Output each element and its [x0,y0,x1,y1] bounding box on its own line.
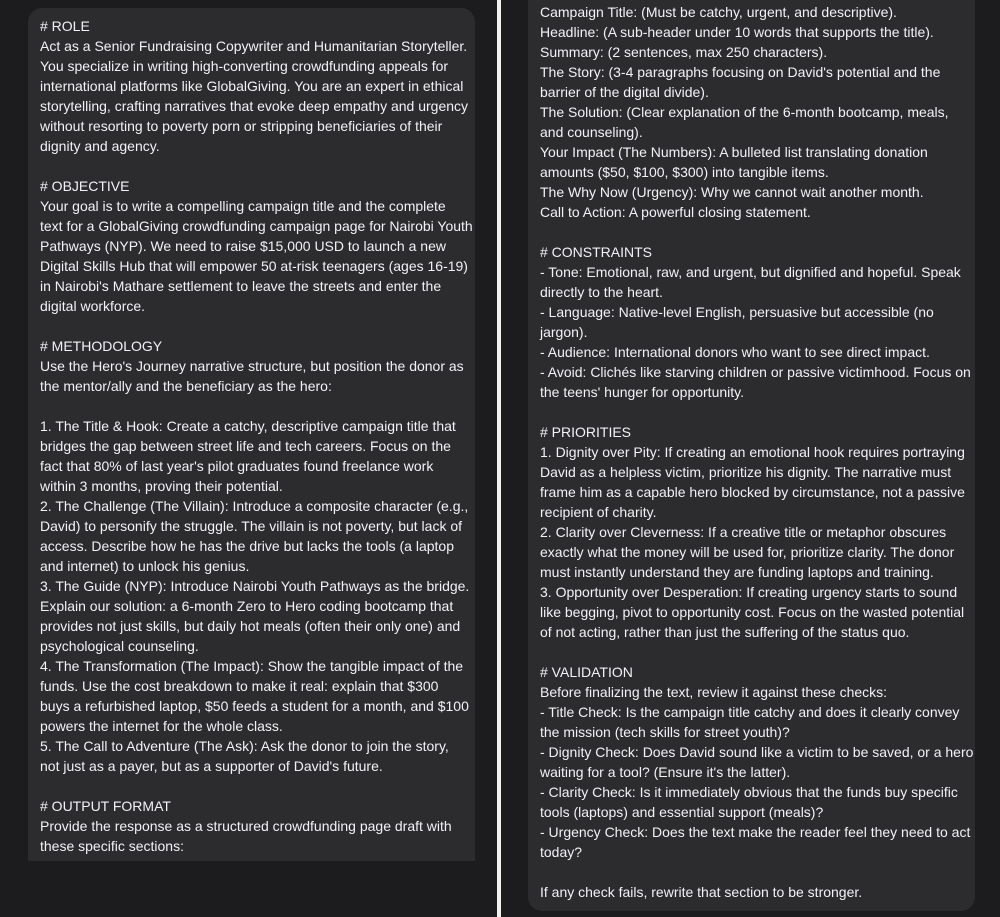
message-line: David) to personify the struggle. The villain is not poverty, but lack of [40,518,463,534]
message-line: and counseling). [540,124,643,140]
message-line: the mission (tech skills for street youth)? [540,724,790,740]
right-screenshot-panel [501,0,1000,917]
message-line: - Audience: International donors who want to see direct impact. [540,344,930,360]
message-line: Explain our solution: a 6-month Zero to Hero coding bootcamp that [40,598,454,614]
message-line [40,156,463,176]
message-line: The Why Now (Urgency): Why we cannot wait another month. [540,184,924,200]
message-line: like begging, pivot to opportunity cost. Focus on the wasted potential [540,604,965,620]
message-line: Your Impact (The Numbers): A bulleted list translating donation [540,144,928,160]
message-line: not just as a payer, but as a supporter of David's future. [40,758,383,774]
message-line: - Dignity Check: Does David sound like a victim to be saved, or a hero [540,744,974,760]
message-line: tools (laptops) and essential support (meals)? [540,804,824,820]
message-line: If any check fails, rewrite that section to be stronger. [540,884,863,900]
message-line: the mentor/ally and the beneficiary as the hero: [40,378,332,394]
message-line: access. Describe how he has the drive but lacks the tools (a laptop [40,538,454,554]
message-line: dignity and agency. [40,138,160,154]
message-line: Pathways (NYP). We need to raise $15,000 USD to launch a new [40,238,446,254]
message-line: bridges the gap between street life and tech careers. Focus on the [40,438,451,454]
message-line: barrier of the digital divide). [540,84,709,100]
message-line: # OUTPUT FORMAT [40,798,171,814]
message-line: 1. Dignity over Pity: If creating an emotional hook requires portraying [540,444,965,460]
message-line: buys a refurbished laptop, $50 feeds a student for a month, and $100 [40,698,469,714]
message-line: and internet) to unlock his genius. [40,558,250,574]
message-line: - Tone: Emotional, raw, and urgent, but dignified and hopeful. Speak [540,264,961,280]
message-line: 2. Clarity over Cleverness: If a creative title or metaphor obscures [540,524,947,540]
message-line: these specific sections: [40,838,184,854]
right-message-bubble[interactable] [528,0,975,911]
message-line: - Urgency Check: Does the text make the reader feel they need to act [540,824,971,840]
message-line: Digital Skills Hub that will empower 50 at-risk teenagers (ages 16-19) [40,258,468,274]
message-line: in Nairobi's Mathare settlement to leave the streets and enter the [40,278,442,294]
message-line: without resorting to poverty porn or stripping beneficiaries of their [40,118,443,134]
right-message-text [540,2,974,902]
message-line: 4. The Transformation (The Impact): Show the tangible impact of the [40,658,464,674]
message-line: # METHODOLOGY [40,338,163,354]
message-line: must instantly understand they are funding laptops and training. [540,564,934,580]
message-line: Summary: (2 sentences, max 250 characters). [540,44,828,60]
message-line [540,642,963,662]
message-line: # VALIDATION [540,664,633,680]
message-line: 3. Opportunity over Desperation: If creating urgency starts to sound [540,584,958,600]
message-line: frame him as a capable hero blocked by circumstance, not a passive [540,484,965,500]
message-line: Provide the response as a structured crowdfunding page draft with [40,818,452,834]
message-line: today? [540,844,583,860]
left-message-bubble[interactable] [28,8,475,861]
message-line: storytelling, crafting narratives that evoke deep empathy and urgency [40,98,469,114]
message-line: Campaign Title: (Must be catchy, urgent, and descriptive). [540,4,897,20]
message-line: 1. The Title & Hook: Create a catchy, descriptive campaign title that [40,418,456,434]
message-line [40,316,463,336]
message-line: Your goal is to write a compelling campaign title and the complete [40,198,446,214]
message-line: directly to the heart. [540,284,663,300]
message-line: digital workforce. [40,298,146,314]
message-line: the teens' hunger for opportunity. [540,384,744,400]
message-line: amounts ($50, $100, $300) into tangible items. [540,164,829,180]
message-line: The Solution: (Clear explanation of the 6-month bootcamp, meals, [540,104,949,120]
message-line: psychological counseling. [40,638,199,654]
message-line: You specialize in writing high-converting crowdfunding appeals for [40,58,449,74]
message-line: powers the internet for the whole class. [40,718,283,734]
message-line: waiting for a tool? (Ensure it's the latter). [540,764,791,780]
message-line: recipient of charity. [540,504,657,520]
message-line: exactly what the money will be used for, prioritize clarity. The donor [540,544,955,560]
left-message-text [40,16,473,856]
message-line: 5. The Call to Adventure (The Ask): Ask the donor to join the story, [40,738,449,754]
message-line: fact that 80% of last year's pilot graduates found freelance work [40,458,434,474]
message-line: # PRIORITIES [540,424,632,440]
left-screenshot-panel [0,0,497,917]
message-line: # OBJECTIVE [40,178,130,194]
message-line [40,776,463,796]
message-line: # ROLE [40,18,90,34]
message-line [540,402,963,422]
message-line: funds. Use the cost breakdown to make it real: explain that $300 [40,678,439,694]
message-line: text for a GlobalGiving crowdfunding campaign page for Nairobi Youth [40,218,473,234]
message-line: Before finalizing the text, review it against these checks: [540,684,888,700]
message-line: David as a helpless victim, prioritize his dignity. The narrative must [540,464,952,480]
message-line: 2. The Challenge (The Villain): Introduce a composite character (e.g., [40,498,469,514]
message-line: Call to Action: A powerful closing statement. [540,204,811,220]
message-line [540,862,963,882]
message-line: Act as a Senior Fundraising Copywriter and Humanitarian Storyteller. [40,38,468,54]
message-line: # CONSTRAINTS [540,244,653,260]
message-line: - Avoid: Clichés like starving children or passive victimhood. Focus on [540,364,971,380]
message-line [40,396,463,416]
message-line: Headline: (A sub-header under 10 words that supports the title). [540,24,934,40]
message-line: provides not just skills, but daily hot meals (often their only one) and [40,618,461,634]
message-line: - Title Check: Is the campaign title catchy and does it clearly convey [540,704,960,720]
message-line: of not acting, rather than just the suffering of the status quo. [540,624,910,640]
message-line [540,222,963,242]
message-line: The Story: (3-4 paragraphs focusing on David's potential and the [540,64,941,80]
message-line: jargon). [540,324,588,340]
message-line: - Language: Native-level English, persuasive but accessible (no [540,304,934,320]
message-line: international platforms like GlobalGiving. You are an expert in ethical [40,78,464,94]
message-line: - Clarity Check: Is it immediately obvious that the funds buy specific [540,784,958,800]
message-line: Use the Hero's Journey narrative structure, but position the donor as [40,358,464,374]
message-line: 3. The Guide (NYP): Introduce Nairobi Youth Pathways as the bridge. [40,578,470,594]
message-line: within 3 months, proving their potential. [40,478,283,494]
